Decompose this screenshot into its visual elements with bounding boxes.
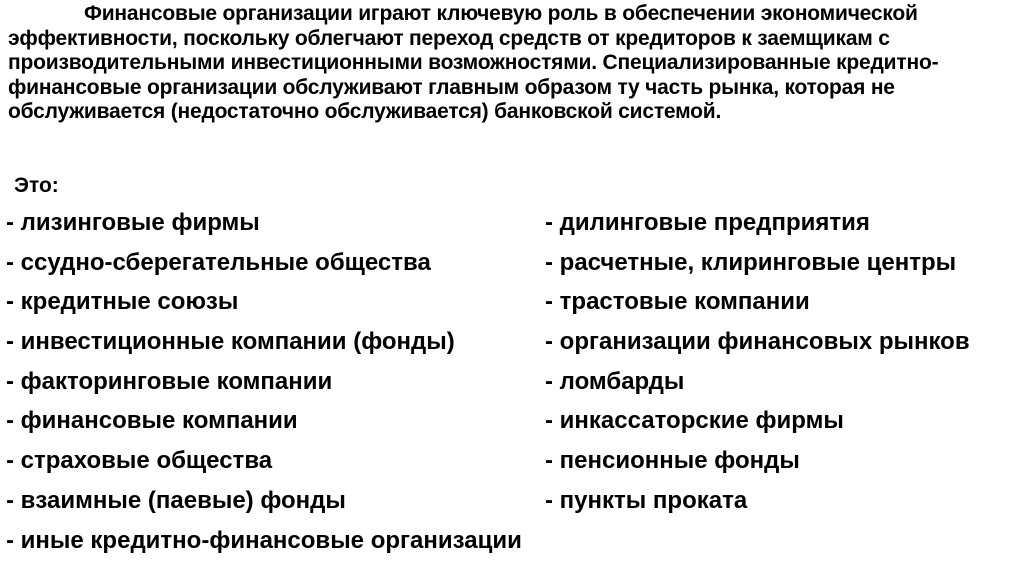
intro-paragraph [8,2,1008,125]
list-item: - ссудно-сберегательные общества [6,248,431,276]
list-item: - пенсионные фонды [545,447,800,475]
list-item: - инкассаторские фирмы [545,407,844,435]
list-item: - финансовые компании [6,407,298,435]
list-item: - трастовые компании [545,288,810,316]
list-item: - организации финансовых рынков [545,328,970,356]
intro-text: Финансовые организации играют ключевую роль в обеспечении экономической эффективности, поскольку облегчают переход средств от кредиторов к заемщикам с производительными инвестиционными возможностями. Специализированные кредитно-финансовые организации обслуживают главным образом ту часть рынка, которая не обслуживается (недостаточно обслуживается) банковской системой. [8,2,939,123]
list-item: - расчетные, клиринговые центры [545,248,957,276]
list-item: - кредитные союзы [6,288,239,316]
list-item: - лизинговые фирмы [6,209,260,236]
list-item: - иные кредитно-финансовые организации [6,526,522,554]
list-item: - пункты проката [545,486,748,514]
list-item: - взаимные (паевые) фонды [6,486,346,514]
left-organization-list [6,203,522,560]
list-item: - ломбарды [545,367,685,395]
list-item: - страховые общества [6,447,273,475]
list-heading: Это: [14,174,59,197]
list-item: - дилинговые предприятия [545,209,870,236]
right-organization-list [545,203,970,521]
list-item: - факторинговые компании [6,367,333,395]
list-item: - инвестиционные компании (фонды) [6,328,455,356]
